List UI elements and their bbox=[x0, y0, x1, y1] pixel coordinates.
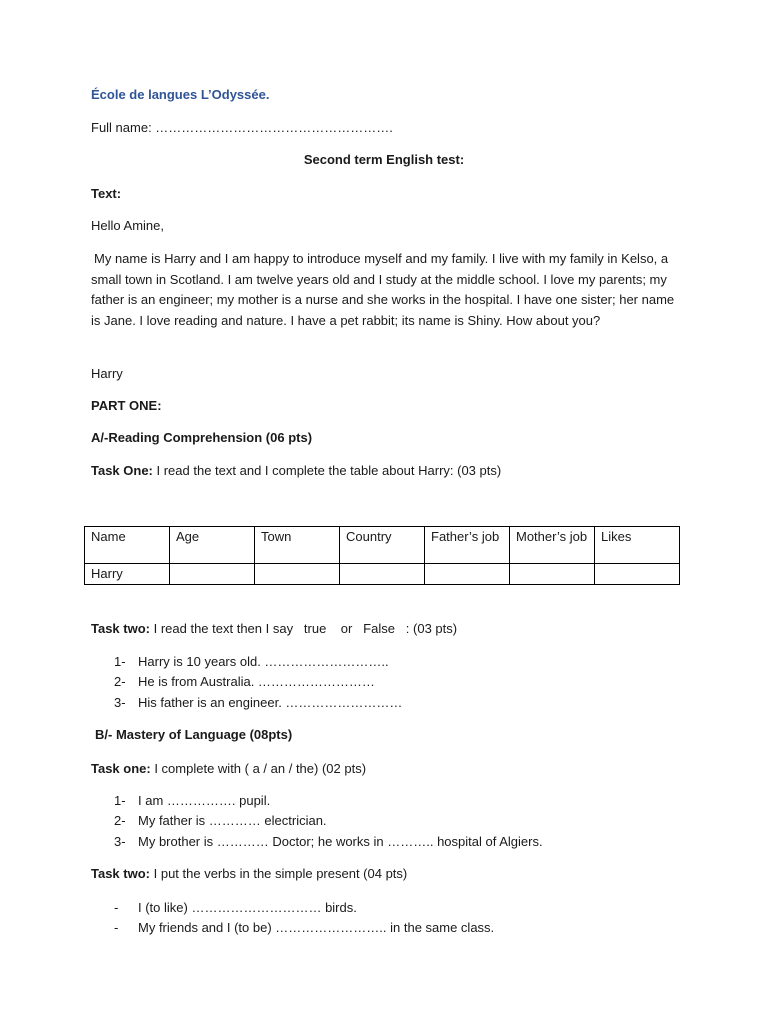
table-header-cell: Town bbox=[255, 527, 340, 564]
table-cell-name: Harry bbox=[85, 564, 170, 585]
table-header-cell: Name bbox=[85, 527, 170, 564]
item-text: My friends and I (to be) …………………….. in the same class. bbox=[138, 920, 495, 935]
task-one-text: I read the text and I complete the table about Harry: (03 pts) bbox=[152, 463, 502, 478]
full-name-line: Full name: ………………………………………………. bbox=[91, 120, 393, 135]
task-two-text: I read the text then I say true or False : (03 pts) bbox=[150, 621, 458, 636]
task-two-b-instruction bbox=[91, 865, 407, 883]
item-bullet: - bbox=[114, 920, 119, 935]
list-item bbox=[114, 673, 375, 691]
list-item bbox=[114, 812, 327, 830]
section-b-heading: B/- Mastery of Language (08pts) bbox=[95, 727, 293, 742]
table-cell-age[interactable] bbox=[170, 564, 255, 585]
item-text: My father is ………… electrician. bbox=[138, 813, 327, 828]
table-header-cell: Age bbox=[170, 527, 255, 564]
letter-paragraph: My name is Harry and I am happy to introduce myself and my family. I live with my family in Kelso, a small town in Scotland. I am twelve years old and I study at the middle school. I love my parents; my father is an engineer; my mother is a nurse and she works in the hospital. I have one sister; her name is Jane. I love reading and nature. I have a pet rabbit; its name is Shiny. How about you? bbox=[91, 251, 675, 328]
item-number: 1- bbox=[114, 793, 126, 808]
list-item bbox=[114, 833, 543, 851]
task-one-label: Task One: bbox=[91, 463, 153, 478]
item-bullet: - bbox=[114, 900, 119, 915]
table-header-cell: Father’s job bbox=[425, 527, 510, 564]
task-two-b-text: I put the verbs in the simple present (04 pts) bbox=[150, 866, 408, 881]
list-item bbox=[114, 899, 357, 917]
table-header-cell: Country bbox=[340, 527, 425, 564]
task-one-instruction bbox=[91, 462, 501, 480]
item-text: I (to like) ………………………… birds. bbox=[138, 900, 357, 915]
task-two-label: Task two: bbox=[91, 621, 150, 636]
item-text: Harry is 10 years old. ……………………….. bbox=[138, 654, 389, 669]
task-one-b-instruction bbox=[91, 760, 366, 778]
table-cell-father-job[interactable] bbox=[425, 564, 510, 585]
letter-signature: Harry bbox=[91, 366, 123, 381]
task-two-b-label: Task two: bbox=[91, 866, 150, 881]
test-title: Second term English test: bbox=[303, 152, 465, 167]
item-number: 3- bbox=[114, 834, 126, 849]
table-header-row bbox=[85, 527, 680, 564]
letter-greeting: Hello Amine, bbox=[91, 218, 164, 233]
table-cell-country[interactable] bbox=[340, 564, 425, 585]
list-item bbox=[114, 694, 402, 712]
list-item bbox=[114, 919, 494, 937]
task-one-b-text: I complete with ( a / an / the) (02 pts) bbox=[150, 761, 367, 776]
table-header-cell: Mother’s job bbox=[510, 527, 595, 564]
table-cell-likes[interactable] bbox=[595, 564, 680, 585]
school-name: École de langues L’Odyssée. bbox=[91, 87, 270, 102]
item-number: 2- bbox=[114, 674, 126, 689]
item-number: 3- bbox=[114, 695, 126, 710]
list-item bbox=[114, 653, 389, 671]
item-text: My brother is ………… Doctor; he works in ……….. hospital of Algiers. bbox=[138, 834, 543, 849]
task-one-b-label: Task one: bbox=[91, 761, 151, 776]
list-item bbox=[114, 792, 270, 810]
table-cell-town[interactable] bbox=[255, 564, 340, 585]
section-a-heading: A/-Reading Comprehension (06 pts) bbox=[91, 430, 313, 445]
part-one-heading: PART ONE: bbox=[91, 398, 162, 413]
item-number: 2- bbox=[114, 813, 126, 828]
harry-info-table bbox=[84, 526, 680, 585]
item-text: I am ……………. pupil. bbox=[138, 793, 271, 808]
item-number: 1- bbox=[114, 654, 126, 669]
table-header-cell: Likes bbox=[595, 527, 680, 564]
text-label: Text: bbox=[91, 186, 122, 201]
table-row bbox=[85, 564, 680, 585]
item-text: His father is an engineer. ……………………… bbox=[138, 695, 403, 710]
item-text: He is from Australia. ……………………… bbox=[138, 674, 375, 689]
task-two-instruction bbox=[91, 620, 457, 638]
table-cell-mother-job[interactable] bbox=[510, 564, 595, 585]
